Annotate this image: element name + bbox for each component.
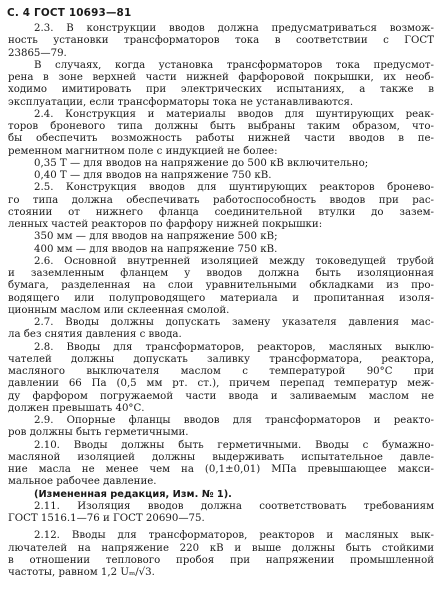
text-line: эксплуатации, если трансформаторы тока не устанавливаются. (8, 96, 354, 108)
text-line: водящего или полупроводящего материала и пропитанная изоля- (8, 292, 434, 304)
amendment-note: (Измененная редакция, Изм. № 1). (34, 488, 232, 500)
text-line: 2.8. Вводы для трансформаторов, реакторов, масляных выклю- (34, 341, 434, 353)
text-line: го типа должна обеспечивать работоспособность вводов при рас- (8, 194, 434, 206)
text-line: давлении 66 Па (0,5 мм рт. ст.), причем перепад температур меж- (8, 378, 434, 390)
text-line: 400 мм — для вводов на напряжение 750 кВ. (34, 243, 278, 255)
text-line: ла без снятия давления с ввода. (8, 329, 182, 341)
text-line: масляного выключателя маслом с температурой 90°С при (8, 366, 434, 377)
text-line: ров должны быть герметичными. (8, 427, 189, 439)
text-line: ГОСТ 1516.1—76 и ГОСТ 20690—75. (8, 513, 205, 524)
text-line: чателей должны допускать заливку трансформатора, реактора, (8, 353, 434, 365)
text-line: ду фарфором погружаемой части ввода и заливаемым маслом не (8, 390, 434, 402)
text-line: 2.5. Конструкция вводов для шунтирующих реакторов бронево- (34, 182, 434, 194)
text-line: 350 мм — для вводов на напряжение 500 кВ; (34, 231, 278, 243)
text-line: стоянии от нижнего фланца соединительной втулки до зазем- (8, 206, 434, 218)
text-line: 2.11. Изоляция вводов должна соответствовать требованиям (34, 500, 434, 512)
text-line: ходимо имитировать при электрических испытаниях, а также в (8, 84, 434, 96)
text-line: 2.6. Основной внутренней изоляцией между токоведущей трубой (34, 255, 434, 267)
text-line: бы обеспечить возможность работы нижней части вводов в пе- (8, 133, 434, 145)
text-line: лючателей на напряжение 220 кВ и выше должны быть стойкими (8, 542, 434, 554)
text-line: 0,35 Т — для вводов на напряжение до 500 кВ включительно; (34, 157, 369, 169)
text-line: ние масла не менее чем на (0,1±0,01) МПа превышающее макси- (8, 464, 434, 475)
text-line: 2.3. В конструкции вводов должна предусматриваться возмож- (34, 23, 434, 34)
text-line: бумага, разделенная на слои уравнительными обкладками из про- (8, 280, 434, 292)
text-line: 2.7. Вводы должны допускать замену указателя давления мас- (34, 317, 434, 328)
text-line: 2.10. Вводы должны быть герметичными. Вводы с бумажно- (34, 439, 434, 451)
text-line: мальное рабочее давление. (8, 476, 157, 488)
text-line: 2.4. Конструкция и материалы вводов для шунтирующих реак- (34, 108, 434, 120)
text-line: и заземленным фланцем у вводов должна быть изоляционная (8, 268, 434, 279)
text-line: ционным маслом или склеенная смолой. (8, 304, 230, 316)
text-line: масляной изоляцией должны выдерживать испытательное давле- (8, 451, 434, 463)
page-header: С. 4 ГОСТ 10693—81 (7, 7, 132, 19)
text-line: 2.9. Опорные фланцы вводов для трансформаторов и реакто- (34, 415, 434, 426)
text-line: торов броневого типа должны быть выбраны таким образом, что- (8, 121, 434, 132)
text-line: ность установки трансформаторов тока в соответствии с ГОСТ (8, 35, 434, 47)
text-line: В случаях, когда установка трансформаторов тока предусмот- (34, 59, 434, 71)
text-line: 23865—79. (8, 47, 67, 59)
body-text (8, 23, 434, 579)
text-line: частоты, равном 1,2 Uₘ/√3. (8, 567, 155, 578)
text-line: в отношении теплового пробоя при напряжении промышленной (8, 554, 434, 566)
text-line: 0,40 Т — для вводов на напряжение 750 кВ. (34, 170, 272, 181)
text-line: 2.12. Вводы для трансформаторов, реакторов и масляных вык- (34, 530, 434, 542)
text-line: должен превышать 40°С. (8, 402, 145, 414)
text-line: ленных частей реакторов по фарфору нижней покрышки: (8, 219, 323, 230)
text-line: ременном магнитном поле с индукцией не более: (8, 145, 278, 157)
text-line: рена в зоне верхней части нижней фарфоровой покрышки, их необ- (8, 72, 434, 83)
